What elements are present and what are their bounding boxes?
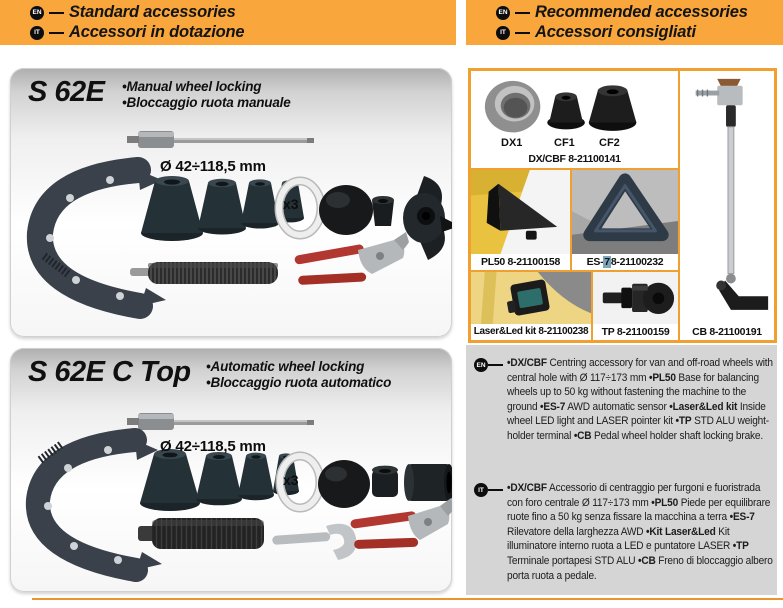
threaded-shaft-illustration [130, 262, 278, 284]
hook-wrench-illustration [272, 524, 356, 560]
laser-led-kit-photo [471, 272, 591, 325]
weight-pliers-illustration [294, 232, 409, 285]
part-number-caption: DX/CBF 8-21100141 [471, 151, 678, 166]
it-language-badge: IT [496, 26, 510, 40]
product-title: S 62E C Top [28, 356, 191, 388]
ring-quantity-label: x3 [283, 472, 299, 488]
part-number-caption: Laser&Led kit 8-21100238 [471, 324, 591, 339]
banner-title-en: Standard accessories [69, 3, 236, 21]
banner-title-en: Recommended accessories [535, 3, 748, 21]
rubber-tube-illustration [138, 518, 264, 549]
small-sleeve-illustration [372, 466, 398, 497]
ring-quantity-label: x3 [283, 196, 299, 212]
it-language-badge: IT [30, 26, 44, 40]
en-language-badge: EN [30, 6, 44, 20]
clamping-diameter-label: Ø 42÷118,5 mm [160, 438, 266, 455]
banner-row-it [496, 23, 783, 42]
banner-row-it [30, 23, 456, 42]
es7-caption-suffix: 8-21100232 [610, 255, 664, 268]
product-panel-s62e [10, 68, 452, 337]
en-language-badge: EN [496, 6, 510, 20]
protection-cup-illustration [319, 185, 373, 235]
es7-sensor-photo [572, 170, 678, 254]
accessory-cell-pl50 [470, 169, 571, 271]
standard-accessories-banner [0, 0, 456, 45]
es7-caption-highlighted-digit: 7 [604, 255, 610, 268]
dxcbf-adapters-photo [471, 71, 678, 136]
feature-it: •Bloccaggio ruota manuale [122, 95, 291, 110]
product-title: S 62E [28, 76, 105, 108]
accessory-cell-cb [679, 70, 775, 341]
label-cf2: CF2 [599, 137, 620, 149]
accessory-cell-dxcbf [470, 70, 679, 169]
description-en [474, 356, 783, 444]
banner-row-en [496, 3, 783, 22]
recommended-accessories-banner [466, 0, 783, 45]
accessory-descriptions-block [466, 345, 777, 595]
cone-set-illustration [140, 449, 299, 511]
feature-en: •Manual wheel locking [122, 79, 262, 94]
recommended-accessories-grid [468, 68, 777, 343]
small-cone-illustration [372, 196, 394, 226]
wing-nut-illustration [403, 176, 452, 260]
product-features [122, 79, 291, 111]
part-number-caption: PL50 8-21100158 [471, 254, 570, 269]
feature-en: •Automatic wheel locking [206, 359, 365, 374]
part-number-caption: TP 8-21100159 [593, 324, 678, 339]
accessory-cell-tp [592, 271, 679, 341]
accessory-cell-laser-led [470, 271, 592, 341]
it-language-badge: IT [474, 483, 488, 497]
es7-caption-prefix: ES- [586, 255, 604, 268]
banner-title-it: Accessori consigliati [535, 23, 696, 41]
weight-pliers-illustration [350, 498, 452, 549]
banner-row-en [30, 3, 456, 22]
page-bottom-rule [32, 598, 783, 600]
tp-terminal-photo [593, 272, 678, 325]
protection-cup-illustration [318, 460, 370, 508]
badge-dash [488, 489, 503, 491]
adapter-labels [471, 137, 678, 151]
pl50-base-photo [471, 170, 570, 254]
badge-dash [49, 32, 64, 34]
accessory-cell-es7 [571, 169, 679, 271]
cylinder-sleeve-illustration [404, 464, 452, 501]
badge-dash [49, 12, 64, 14]
badge-dash [488, 364, 503, 366]
label-cf1: CF1 [554, 137, 575, 149]
en-language-badge: EN [474, 358, 488, 372]
caliper-illustration [40, 170, 166, 306]
banner-title-it: Accessori in dotazione [69, 23, 245, 41]
cb-pedal-brake-photo [680, 71, 774, 321]
feature-it: •Bloccaggio ruota automatico [206, 375, 392, 390]
badge-dash [515, 32, 530, 34]
spindle-shaft-illustration [127, 131, 314, 148]
product-features [206, 359, 391, 391]
product-panel-s62e-c-top [10, 348, 452, 592]
clamping-diameter-label: Ø 42÷118,5 mm [160, 158, 266, 175]
part-number-caption [572, 254, 678, 269]
description-text-it: •DX/CBF Accessorio di centraggio per furgoni e fuoristrada con foro centrale Ø 117÷173 mm •PL50 Piede per equilibrare ruote fino a 50 kg senza fissare la macchina a terra •ES-7 Rilevatore della larghezza AWD •Kit Laser&Led Kit illuminatore interno ruota a LED e puntatore LASER •TP Terminale portapesi STD ALU •CB Freno di bloccaggio albero porta ruota a pedale. [507, 482, 773, 582]
spindle-shaft-illustration [127, 413, 314, 430]
badge-dash [515, 12, 530, 14]
part-number-caption: CB 8-21100191 [680, 324, 774, 339]
description-text-en: •DX/CBF Centring accessory for van and off-road wheels with central hole with Ø 117÷173 mm •PL50 Base for balancing wheels up to 50 kg without fastening the machine to the ground •ES-7 AWD automatic sensor •Laser&Led kit Inside wheel LED light and LASER pointer kit •TP STD ALU weight-holder terminal •CB Pedal wheel holder shaft locking brake. [507, 357, 773, 442]
label-dx1: DX1 [501, 137, 523, 149]
description-it [474, 481, 783, 583]
